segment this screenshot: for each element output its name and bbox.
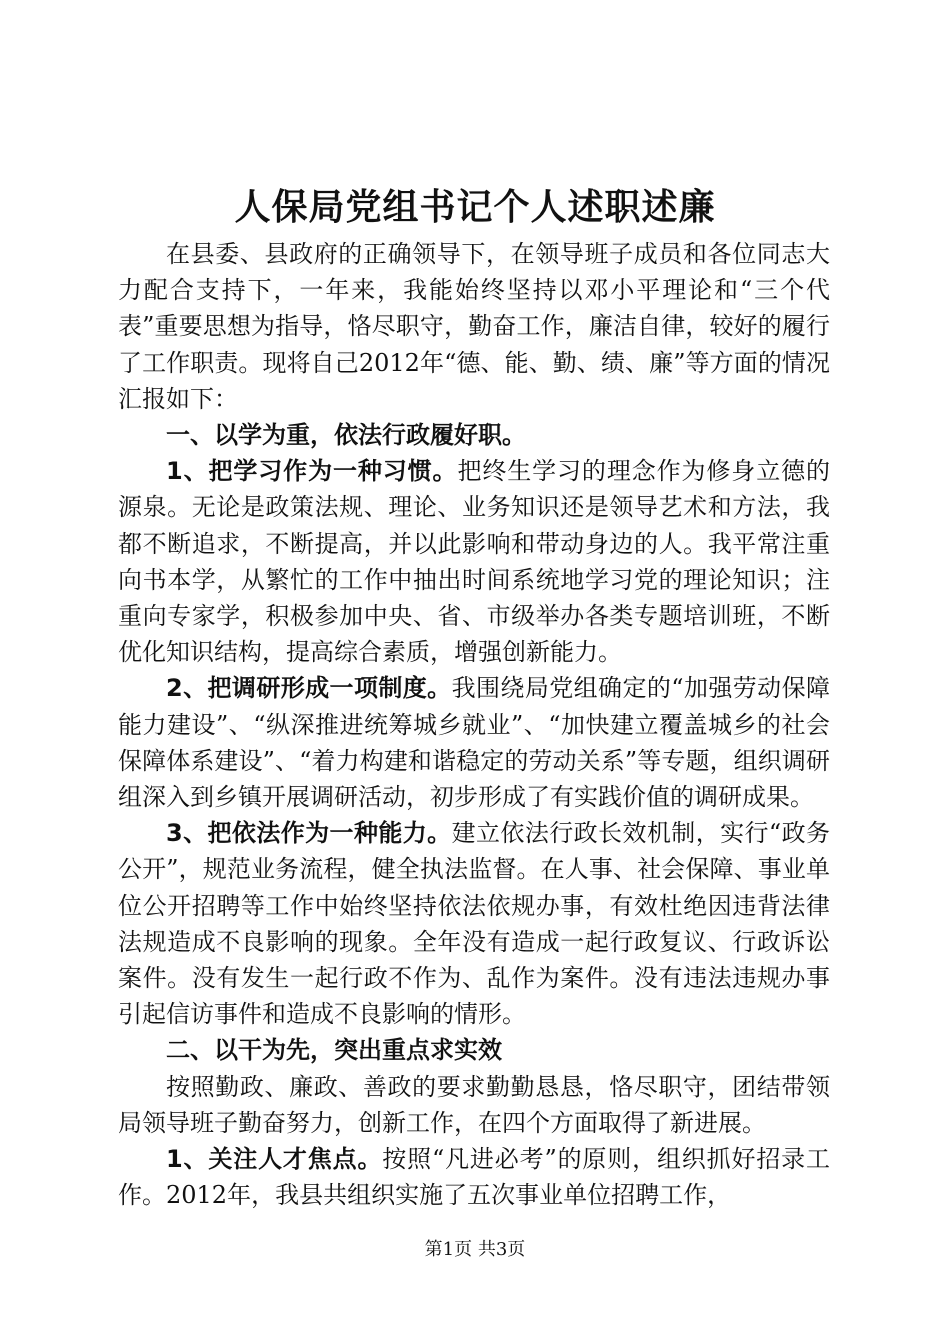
item-text: 按照“凡进必考”的原则，组织抓好招录工作。2012年，我县共组织实施了五次事业单位招聘工作，: [118, 1145, 831, 1210]
item-text: 把终生学习的理念作为修身立德的源泉。无论是政策法规、理论、业务知识还是领导艺术和方法，我都不断追求，不断提高，并以此影响和带动身边的人。我平常注重向书本学，从繁忙的工作中抽出时间系统地学习党的理论知识；注重向专家学，积极参加中央、省、市级举办各类专题培训班，不断优化知识结构，提高综合素质，增强创新能力。: [118, 457, 830, 667]
section-1-item-2: [118, 670, 830, 815]
item-lead: 2、把调研形成一项制度。: [166, 674, 452, 703]
document-title: 人保局党组书记个人述职述廉: [234, 187, 716, 228]
section-2-item-1: [118, 1141, 830, 1213]
section-1-heading: 一、以学为重，依法行政履好职。: [166, 421, 526, 450]
intro-paragraph: 在县委、县政府的正确领导下，在领导班子成员和各位同志大力配合支持下，一年来，我能始终坚持以邓小平理论和“三个代表”重要思想为指导，恪尽职守，勤奋工作，廉洁自律，较好的履行了工作职责。现将自己2012年“德、能、勤、绩、廉”等方面的情况汇报如下：: [118, 240, 830, 413]
item-lead: 1、把学习作为一种习惯。: [166, 457, 458, 486]
section-1-item-3: [118, 815, 830, 1032]
section-2-heading: 二、以干为先，突出重点求实效: [166, 1036, 502, 1065]
section-2-intro: 按照勤政、廉政、善政的要求勤勤恳恳，恪尽职守，团结带领局领导班子勤奋努力，创新工作，在四个方面取得了新进展。: [118, 1072, 830, 1137]
page-footer: 第1页 共3页: [424, 1239, 526, 1260]
item-lead: 3、把依法作为一种能力。: [166, 819, 452, 848]
item-text: 我围绕局党组确定的“加强劳动保障能力建设”、“纵深推进统筹城乡就业”、“加快建立覆盖城乡的社会保障体系建设”、“着力构建和谐稳定的劳动关系”等专题，组织调研组深入到乡镇开展调研活动，初步形成了有实践价值的调研成果。: [118, 674, 830, 812]
item-text: 建立依法行政长效机制，实行“政务公开”，规范业务流程，健全执法监督。在人事、社会保障、事业单位公开招聘等工作中始终坚持依法依规办事，有效杜绝因违背法律法规造成不良影响的现象。全年没有造成一起行政复议、行政诉讼案件。没有发生一起行政不作为、乱作为案件。没有违法违规办事引起信访事件和造成不良影响的情形。: [118, 819, 830, 1029]
section-1-item-1: [118, 453, 830, 670]
document-body: [118, 236, 830, 1213]
item-lead: 1、关注人才焦点。: [166, 1145, 383, 1174]
